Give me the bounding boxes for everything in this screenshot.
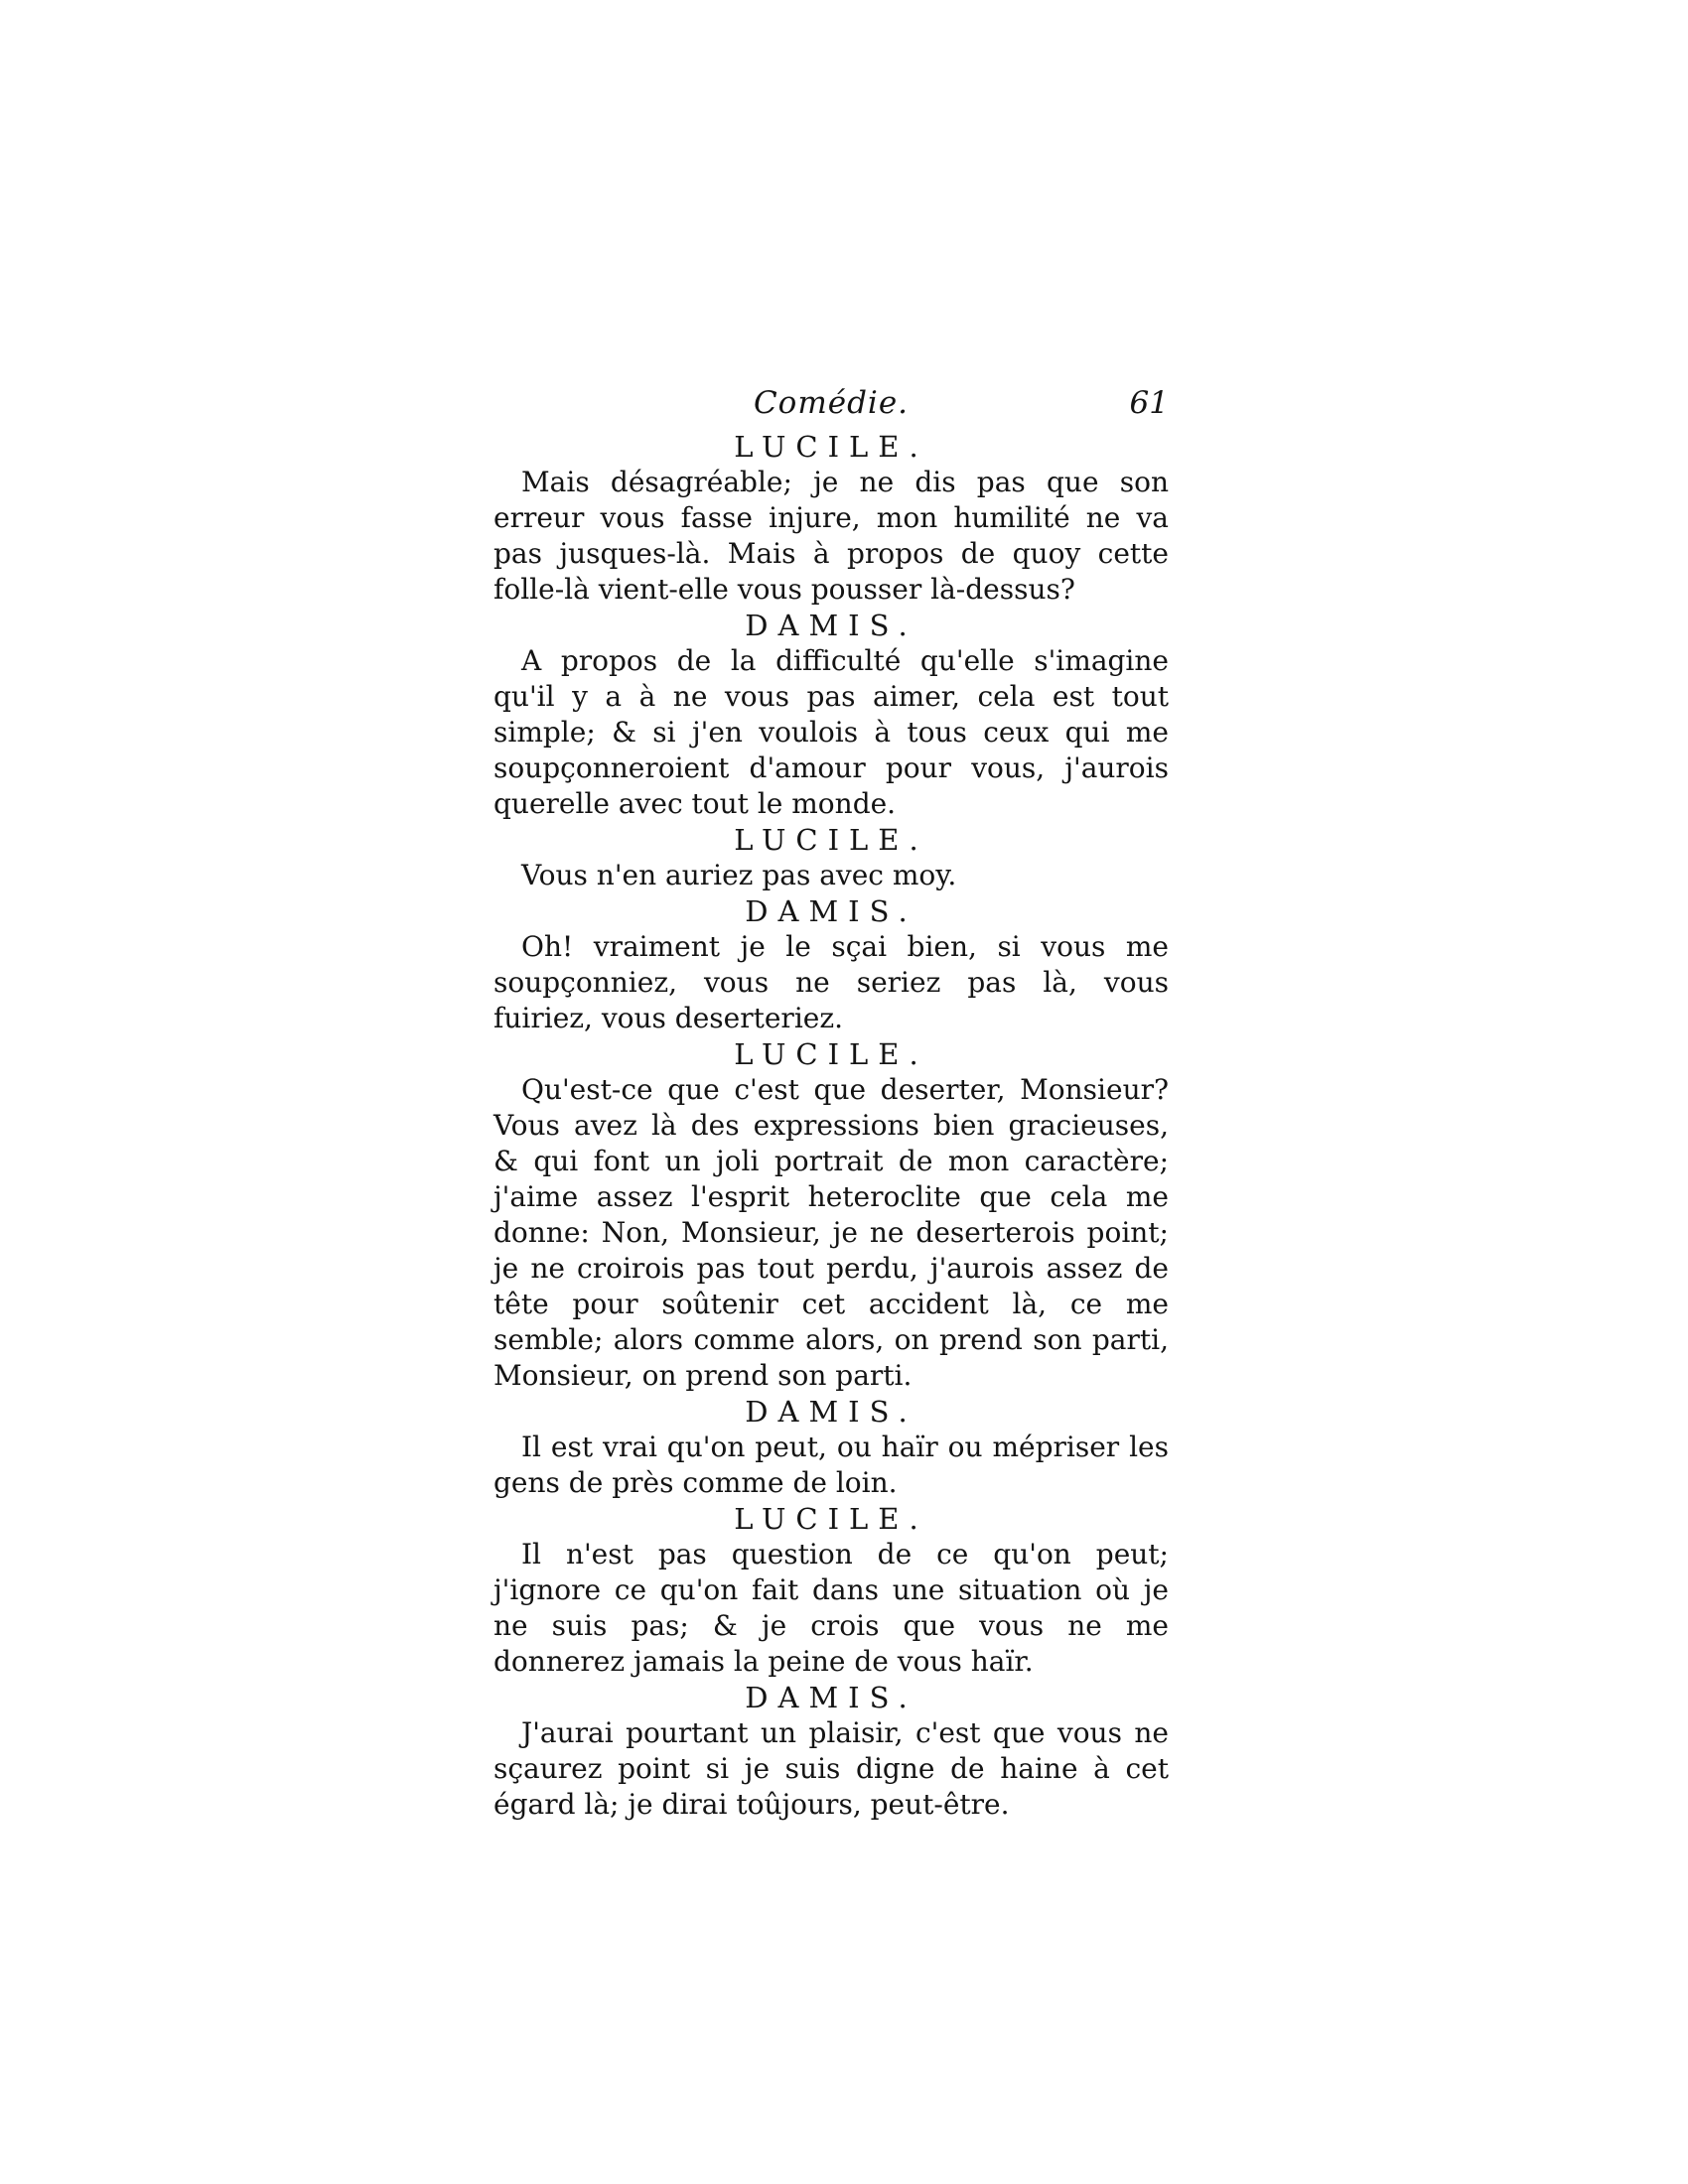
speech-text: Il n'est pas question de ce qu'on peut; j'ignore ce qu'on fait dans une situation où je ne suis pas; & je crois que vous ne me donnerez jamais la peine de vous haïr. — [493, 1538, 1169, 1678]
running-title: Comédie. — [753, 385, 910, 421]
speaker-name: LUCILE. — [734, 430, 928, 464]
speaker-name: DAMIS. — [745, 1395, 917, 1429]
speech-text: Mais désagréable; je ne dis pas que son erreur vous fasse injure, mon humilité ne va pas jusques-là. Mais à propos de quoy cette folle-là vient-elle vous pousser là-dessus? — [493, 466, 1169, 606]
speaker-name: LUCILE. — [734, 1037, 928, 1071]
page-number: 61 — [1129, 385, 1169, 421]
speech-text: Il est vrai qu'on peut, ou haïr ou mépriser les gens de près comme de loin. — [493, 1431, 1169, 1499]
speaker-name: DAMIS. — [745, 894, 917, 928]
speech-text: Oh! vraiment je le sçai bien, si vous me soupçonniez, vous ne seriez pas là, vous fuiriez, vous deserteriez. — [493, 930, 1169, 1034]
book-page — [493, 385, 1169, 1823]
speaker-name: LUCILE. — [734, 1502, 928, 1536]
speaker-name: DAMIS. — [745, 609, 917, 642]
speech-text: Vous n'en auriez pas avec moy. — [521, 859, 957, 891]
speech-text: A propos de la difficulté qu'elle s'imagine qu'il y a à ne vous pas aimer, cela est tout simple; & si j'en voulois à tous ceux qui me soupçonneroient d'amour pour vous, j'aurois querelle avec tout le monde. — [493, 644, 1169, 820]
dialogue — [493, 429, 1169, 1823]
speech-text: Qu'est-ce que c'est que deserter, Monsieur? Vous avez là des expressions bien gracieuses, & qui font un joli portrait de mon caractère; j'aime assez l'esprit heteroclite que cela me donne: Non, Monsieur, je ne deserterois point; je ne croirois pas tout perdu, j'aurois assez de tête pour soûtenir cet accident là, ce me semble; alors comme alors, on prend son parti, Monsieur, on prend son parti. — [493, 1073, 1169, 1392]
speech-text: J'aurai pourtant un plaisir, c'est que vous ne sçaurez point si je suis digne de haine à cet égard là; je dirai toûjours, peut-être. — [493, 1716, 1169, 1821]
speaker-name: DAMIS. — [745, 1681, 917, 1714]
running-head — [493, 385, 1169, 439]
speaker-name: LUCILE. — [734, 823, 928, 857]
